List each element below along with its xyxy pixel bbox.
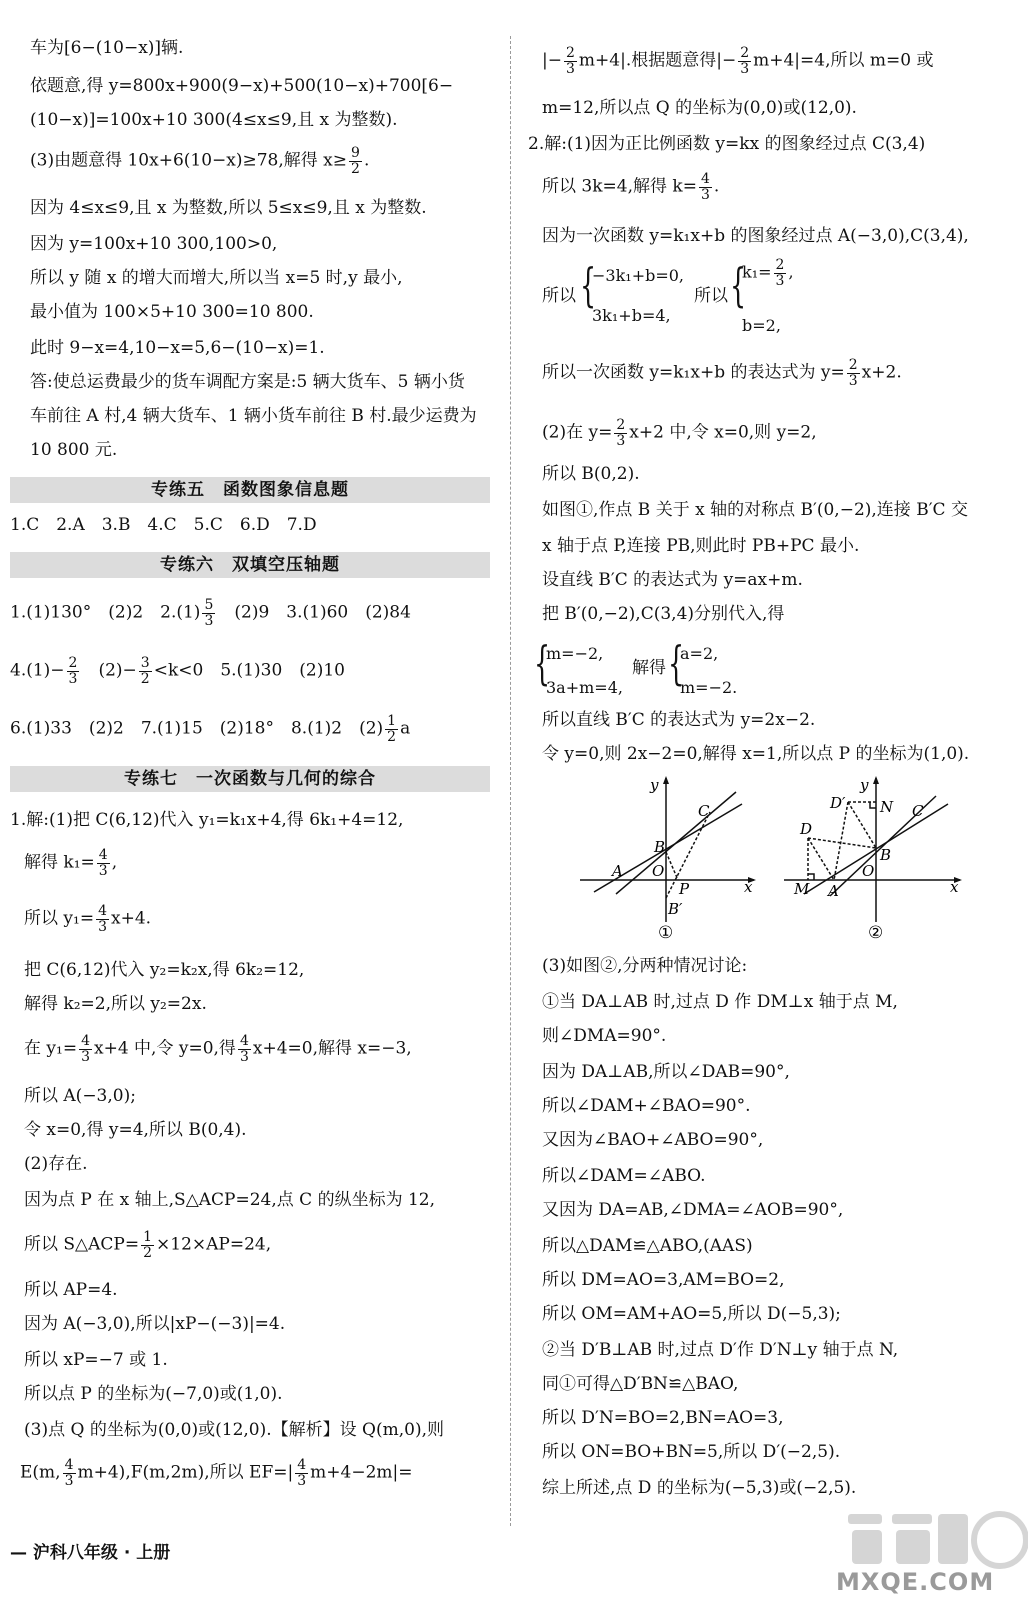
text-line: (3)点 Q 的坐标为(0,0)或(12,0).【解析】设 Q(m,0),则	[24, 1420, 444, 1440]
figure-2-label: ②	[868, 923, 884, 942]
label-x: x	[744, 878, 753, 896]
figure-1	[578, 772, 758, 942]
text-line: 则∠DMA=90°.	[542, 1026, 667, 1046]
text-line: 如图①,作点 B 关于 x 轴的对称点 B′(0,−2),连接 B′C 交	[542, 500, 968, 520]
text-line: 解得 k₂=2,所以 y₂=2x.	[24, 994, 207, 1014]
text-line: (3)如图②,分两种情况讨论:	[542, 956, 748, 976]
text-line: 因为一次函数 y=k₁x+b 的图象经过点 A(−3,0),C(3,4),	[542, 226, 969, 246]
text-line: 所以 S△ACP= $\frac{1}{2}$ ×12×AP=24,	[24, 1229, 272, 1261]
text-line: 令 x=0,得 y=4,所以 B(0,4).	[24, 1120, 247, 1140]
arrow-icon	[873, 776, 879, 784]
label-x: x	[950, 878, 959, 896]
label-m: M	[794, 880, 810, 898]
brace-icon: {	[580, 258, 597, 312]
section-banner-7: 专练七 一次函数与几何的综合	[10, 766, 490, 792]
text-line: 所以 B(0,2).	[542, 464, 640, 484]
equation: k₁= $\frac{2}{3}$ ,	[742, 257, 794, 289]
text-line: (2)在 y= $\frac{2}{3}$ x+2 中,令 x=0,则 y=2,	[542, 417, 817, 449]
text-line: 因为 4≤x≤9,且 x 为整数,所以 5≤x≤9,且 x 为整数.	[30, 198, 427, 218]
text-line: 2.解:(1)因为正比例函数 y=kx 的图象经过点 C(3,4)	[528, 134, 926, 154]
text-line: ②当 D′B⊥AB 时,过点 D′作 D′N⊥y 轴于点 N,	[542, 1340, 899, 1360]
brace-icon: {	[534, 636, 551, 690]
text-line: 车前往 A 村,4 辆大货车、1 辆小货车前往 B 村.最少运费为	[30, 406, 477, 426]
text-line: 把 C(6,12)代入 y₂=k₂x,得 6k₂=12,	[24, 960, 305, 980]
answer-line: 6.(1)33 (2)2 7.(1)15 (2)18° 8.(1)2 (2) $\frac{1}{2}$ a	[10, 713, 411, 745]
text-line: 所以 D′N=BO=2,BN=AO=3,	[542, 1408, 784, 1428]
text-line: 又因为 DA=AB,∠DMA=∠AOB=90°,	[542, 1200, 844, 1220]
text-line: 令 y=0,则 2x−2=0,解得 x=1,所以点 P 的坐标为(1,0).	[542, 744, 970, 764]
watermark-text: MXQE.COM	[836, 1568, 995, 1596]
text-line: x 轴于点 P,连接 PB,则此时 PB+PC 最小.	[542, 536, 860, 556]
arrow-icon	[663, 776, 669, 784]
label-b: B	[880, 846, 892, 864]
text-line: 又因为∠BAO+∠ABO=90°,	[542, 1130, 764, 1150]
text-line: 所以∠DAM+∠BAO=90°.	[542, 1096, 751, 1116]
text-line: 设直线 B′C 的表达式为 y=ax+m.	[542, 570, 803, 590]
label-dprime: D′	[830, 794, 846, 812]
label-p: P	[679, 880, 690, 898]
text-line: (3)由题意得 10x+6(10−x)≥78,解得 x≥ $\frac{9}{2}$ .	[30, 145, 370, 177]
text-line: 所以 3k=4,解得 k= $\frac{4}{3}$ .	[542, 171, 720, 203]
text-line: 所以 xP=−7 或 1.	[24, 1350, 168, 1370]
answer-line: 1.(1)130° (2)2 2.(1) $\frac{5}{3}$ (2)9 3.(1)60 (2)84	[10, 597, 411, 629]
label-o: O	[652, 862, 665, 880]
text-line: 所以一次函数 y=k₁x+b 的表达式为 y= $\frac{2}{3}$ x+2.	[542, 357, 902, 389]
equation: 3a+m=4,	[546, 678, 623, 697]
column-divider	[510, 36, 511, 1526]
text-line: ①当 DA⊥AB 时,过点 D 作 DM⊥x 轴于点 M,	[542, 992, 898, 1012]
text-line: 把 B′(0,−2),C(3,4)分别代入,得	[542, 604, 785, 624]
brace-icon: {	[730, 258, 747, 312]
text-line: 1.解:(1)把 C(6,12)代入 y₁=k₁x+4,得 6k₁+4=12,	[10, 810, 404, 830]
equation: m=−2,	[546, 644, 604, 663]
text-line: 所以 y 随 x 的增大而增大,所以当 x=5 时,y 最小,	[30, 268, 403, 288]
text-line: 此时 9−x=4,10−x=5,6−(10−x)=1.	[30, 338, 325, 358]
segment-pb	[666, 852, 678, 880]
text-line: 所以直线 B′C 的表达式为 y=2x−2.	[542, 710, 816, 730]
text-line: 所以点 P 的坐标为(−7,0)或(1,0).	[24, 1384, 283, 1404]
text-line: 同①可得△D′BN≌△BAO,	[542, 1374, 739, 1394]
label-a: A	[828, 882, 839, 900]
text-line: 因为点 P 在 x 轴上,S△ACP=24,点 C 的纵坐标为 12,	[24, 1190, 436, 1210]
text-line: 答:使总运费最少的货车调配方案是:5 辆大货车、5 辆小货	[30, 372, 465, 392]
text-line: E(m, $\frac{4}{3}$ m+4),F(m,2m),所以 EF=| $\frac{4}{3}$ m+4−2m|=	[20, 1457, 413, 1489]
equation: a=2,	[680, 644, 719, 663]
text-line: 所以	[694, 286, 728, 306]
page-footer: — 沪科八年级 · 上册	[10, 1543, 171, 1563]
text-line: 所以 AP=4.	[24, 1280, 118, 1300]
text-line: 因为 DA⊥AB,所以∠DAB=90°,	[542, 1062, 790, 1082]
text-line: 所以	[542, 286, 576, 306]
label-n: N	[880, 798, 894, 816]
text-line: (10−x)]=100x+10 300(4≤x≤9,且 x 为整数).	[30, 110, 398, 130]
equation: b=2,	[742, 316, 781, 335]
text-line: 解得 k₁= $\frac{4}{3}$ ,	[24, 847, 118, 879]
text-line: 最小值为 100×5+10 300=10 800.	[30, 302, 314, 322]
section-banner-6: 专练六 双填空压轴题	[10, 552, 490, 578]
label-y: y	[860, 776, 869, 794]
text-line: 因为 y=100x+10 300,100>0,	[30, 234, 278, 254]
text-line: 所以∠DAM=∠ABO.	[542, 1166, 706, 1186]
brace-icon: {	[668, 636, 685, 690]
text-line: 所以△DAM≌△ABO,(AAS)	[542, 1236, 753, 1256]
text-line: 10 800 元.	[30, 440, 118, 460]
equation: 3k₁+b=4,	[592, 306, 671, 325]
answer-line: 4.(1)− $\frac{2}{3}$ (2)− $\frac{3}{2}$ <k<0 5.(1)30 (2)10	[10, 655, 345, 687]
text-line: 所以 OM=AM+AO=5,所以 D(−5,3);	[542, 1304, 841, 1324]
label-o: O	[862, 862, 875, 880]
figure-2	[780, 772, 970, 942]
equation: −3k₁+b=0,	[592, 266, 685, 285]
label-c: C	[912, 802, 924, 820]
text-line: 所以 y₁= $\frac{4}{3}$ x+4.	[24, 903, 152, 935]
text-line: 车为[6−(10−x)]辆.	[30, 38, 184, 58]
equation: m=−2.	[680, 678, 738, 697]
text-line: 解得	[632, 658, 666, 678]
text-line: 所以 ON=BO+BN=5,所以 D′(−2,5).	[542, 1442, 841, 1462]
answer-line: 1.C 2.A 3.B 4.C 5.C 6.D 7.D	[10, 515, 317, 535]
label-y: y	[650, 776, 659, 794]
figure-1-label: ①	[658, 923, 674, 942]
text-line: m=12,所以点 Q 的坐标为(0,0)或(12,0).	[542, 98, 857, 118]
label-bprime: B′	[668, 900, 683, 918]
section-banner-5: 专练五 函数图象信息题	[10, 477, 490, 503]
label-d: D	[800, 820, 813, 838]
text-line: 依题意,得 y=800x+900(9−x)+500(10−x)+700[6−	[30, 76, 454, 96]
text-line: 所以 DM=AO=3,AM=BO=2,	[542, 1270, 785, 1290]
text-line: 所以 A(−3,0);	[24, 1086, 136, 1106]
text-line: 综上所述,点 D 的坐标为(−5,3)或(−2,5).	[542, 1478, 857, 1498]
text-line: 因为 A(−3,0),所以|xP−(−3)|=4.	[24, 1314, 286, 1334]
label-a: A	[612, 862, 623, 880]
label-c: C	[698, 802, 710, 820]
text-line: (2)存在.	[24, 1154, 88, 1174]
text-line: |− $\frac{2}{3}$ m+4|.根据题意得|− $\frac{2}{3}$ m+4|=4,所以 m=0 或	[542, 45, 934, 77]
text-line: 在 y₁= $\frac{4}{3}$ x+4 中,令 y=0,得 $\frac{4}{3}$ x+4=0,解得 x=−3,	[24, 1033, 412, 1065]
label-b: B	[654, 838, 666, 856]
